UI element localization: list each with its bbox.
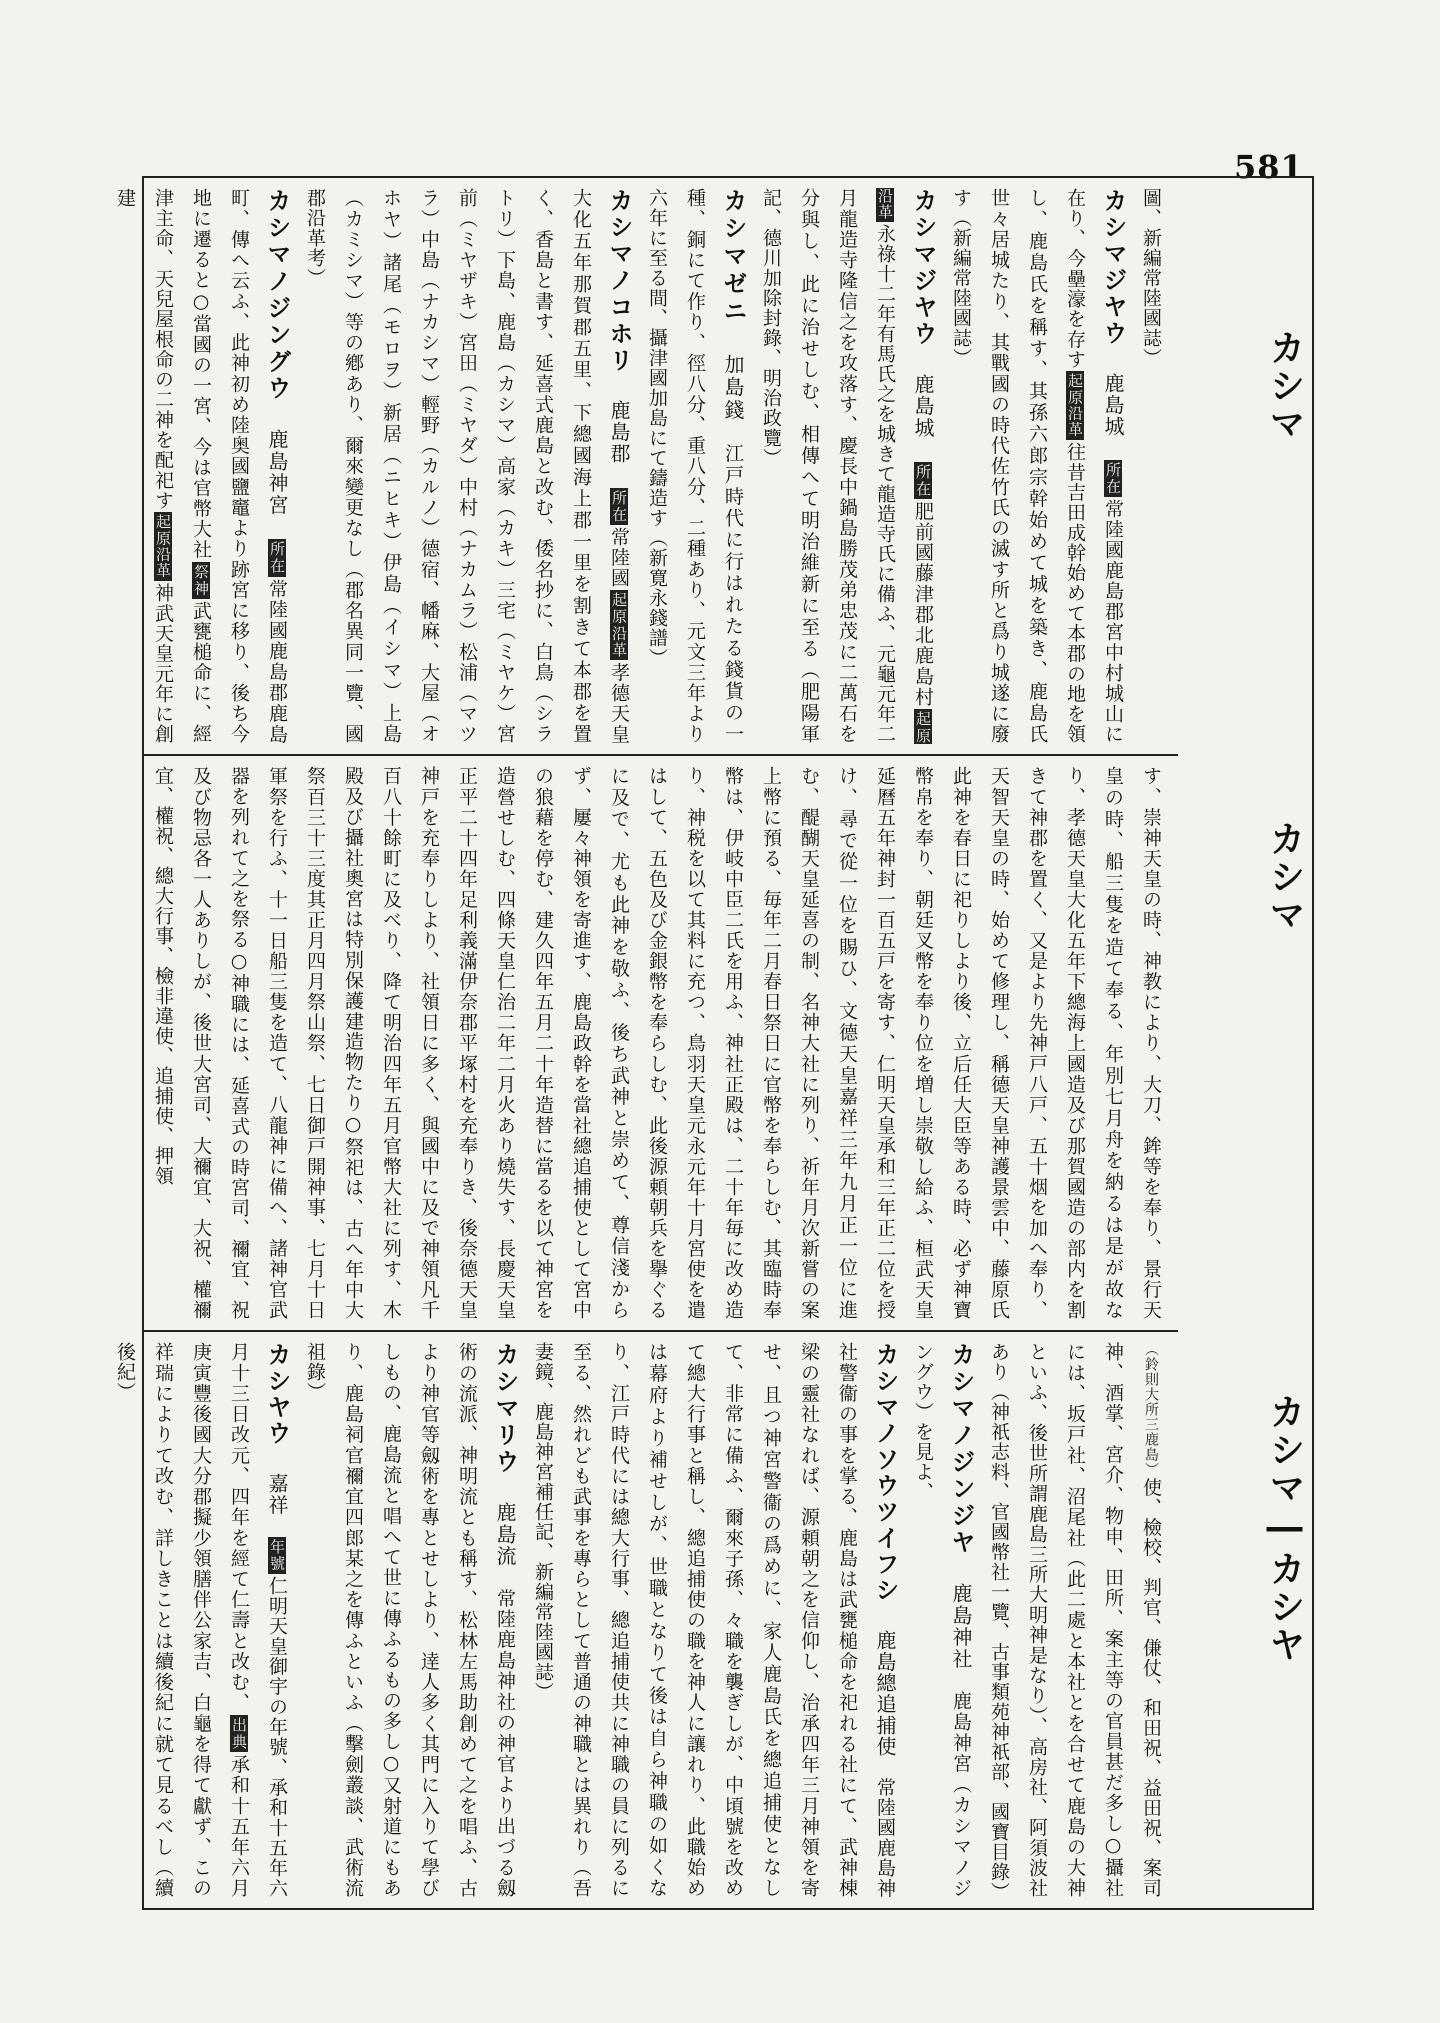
index-term-bottom: カシマ―カシヤ	[1264, 1392, 1305, 1664]
dictionary-entry	[524, 1342, 904, 1898]
dictionary-entry	[144, 766, 1170, 1320]
entry-kanji: 鹿島神宮	[265, 429, 289, 517]
entry-label-tag: 年號	[268, 1539, 286, 1572]
index-term-top: カシマ	[1264, 329, 1305, 443]
entry-label-tag: 所在	[610, 489, 628, 523]
entry-label-tag: 出典	[230, 1717, 248, 1751]
entry-text: 常陸鹿島神社の神官より出づる劔術の流派、神明流とも稱す、松林左馬助創めて之を唱ふ、古より神官等劔術を專とせしより、逹人多く其門に入りて學びしもの、鹿島流と唱へて世に傳ふるもの多し○又射道にもあり、鹿島祠官禰宜四郎某之を傳ふといふ（擊劍叢談、武術流祖錄）	[304, 1342, 516, 1899]
entry-text: 承和十五年六月庚寅豐後國大分郡擬少領膳伴公家吉、白龜を得て獻ず、この祥瑞によりて改む、詳しきことは續後紀に就て見るべし（續後紀）	[114, 1342, 250, 1899]
entry-label-tag: 起原沿革	[1066, 373, 1084, 438]
entry-kanji: 鹿島神社	[949, 1583, 973, 1671]
entry-headword: カシマノソウツイフシ	[871, 1342, 899, 1604]
entry-text: 鹿島神宮（カシマノジングウ）を見よ、	[912, 1342, 972, 1899]
entry-text: 圖、新編常陸國誌）	[1140, 188, 1162, 368]
dictionary-entry	[106, 188, 296, 744]
entry-label-tag: 起原沿革	[154, 514, 172, 579]
entry-text: 常陸國	[608, 526, 630, 589]
dictionary-entry	[904, 1342, 980, 1898]
dictionary-entry	[638, 188, 752, 744]
entry-headword: カシマノジンジヤ	[947, 1342, 975, 1557]
entry-text: 武甕槌命に、經津主命、天兒屋根命の二神を配祀す	[152, 188, 212, 744]
entry-label-tag: 所在	[914, 463, 932, 498]
entry-label-tag: 所在	[268, 541, 286, 575]
entry-text: 常陸國鹿島郡鹿島町、傳へ云ふ、此神初め陸奥國鹽竈より跡宮に移り、後ち今地に遷ると○當國の一宮、今は官幣大社	[190, 188, 288, 745]
entry-kanji: 鹿島郡	[607, 400, 631, 465]
index-term-middle: カシマ	[1264, 820, 1305, 934]
entry-text: 仁明天皇御宇の年號、承和十五年六月十三日改元、四年を經て仁壽と改む、	[228, 1342, 288, 1899]
entry-text: 江戸時代に行はれたる錢貨の一種、銅にて作り、徑八分、重八分、二種あり、元文三年より六年に至る間、攝津國加島にて鑄造す（新寛永錢譜）	[646, 188, 744, 745]
entry-note: （鈴則大所三鹿島）	[1143, 1342, 1159, 1478]
entry-headword: カシマジヤウ	[1099, 188, 1127, 347]
entry-headword: カシマジヤウ	[909, 188, 937, 348]
vertical-text-body	[114, 178, 1178, 754]
entry-headword: カシマゼニ	[719, 188, 747, 327]
entry-headword: カシヤウ	[263, 1342, 291, 1447]
entry-headword: カシマノジングウ	[263, 188, 291, 403]
vertical-text-body	[114, 1332, 1178, 1908]
dictionary-entry	[752, 188, 942, 744]
entry-text: 孝德天皇大化五年那賀郡五里、下總國海上郡一里を割きて本郡を置く、香島と書す、延喜式鹿島と改む、倭名抄に、白鳥（シラトリ）下島、鹿島（カシマ）高家（カキ）三宅（ミヤケ）宮前（ミヤザキ）宮田（ミヤダ）中村（ナカムラ）松浦（マツラ）中島（ナカシマ）輕野（カルノ）德宿、幡麻、大屋（オホヤ）諸尾（モロヲ）新居（ニヒキ）伊島（イシマ）上島（カミシマ）等の鄕あり、爾來變更なし（郡名異同一覽、國郡沿革考）	[304, 188, 630, 745]
entry-label-tag: 祭神	[192, 564, 210, 597]
dictionary-entry	[296, 188, 638, 744]
vertical-text-body	[142, 756, 1178, 1330]
text-section-bottom	[114, 1332, 1178, 1908]
text-section-top	[114, 178, 1178, 754]
entry-label-tag: 起原沿革	[610, 592, 628, 659]
text-section-middle	[142, 756, 1178, 1330]
entry-headword: カシマノコホリ	[605, 188, 633, 374]
entry-text: 永祿十二年有馬氏之を城きて龍造寺氏に備ふ、元龜元年二月龍造寺隆信之を攻落す、慶長中鍋島勝茂弟忠茂に二萬石を分與し、此に治せしむ、相傳へて明治維新に至る（肥陽軍記、德川加除封錄、明治政覽）	[760, 188, 896, 744]
entry-kanji: 鹿島城	[911, 374, 935, 440]
page-number: 581	[1234, 148, 1304, 186]
entry-label-tag: 起原沿革	[876, 188, 932, 744]
entry-label-tag: 所在	[1104, 462, 1122, 495]
entry-headword: カシマリウ	[491, 1342, 519, 1476]
dictionary-entry	[980, 1342, 1170, 1902]
entry-text: 肥前國藤津郡北鹿島村	[912, 501, 934, 708]
entry-text: 常陸國鹿島郡宮中村城山に在り、今壘濠を存す	[1064, 188, 1124, 745]
entry-text: す、崇神天皇の時、神教により、大刀、鉾等を奉り、景行天皇の時、船三隻を造て奉る、年別七月舟を納るは是が故なり、孝德天皇大化五年下總海上國造及び那賀國造の部内を割きて神郡を置く、又是より先神戸八戸、五十烟を加へ奉り、天智天皇の時、始めて修理し、稱德天皇神護景雲中、藤原氏此神を春日に祀りしより後、立后任大臣等ある時、必ず神寶幣帛を奉り、朝廷叉幣を奉り位を増し崇敬し給ふ、桓武天皇延曆五年神封一百五戸を寄す、仁明天皇承和三年正二位を授け、尋で從一位を賜ひ、文德天皇嘉祥三年九月正一位に進む、醍醐天皇延喜の制、名神大社に列り、祈年月次新嘗の案上幣に預る、毎年二月春日祭日に官幣を奉らしむ、其臨時奉幣は、伊岐中臣二氏を用ふ、神社正殿は、二十年毎に改め造り、神税を以て其料に充つ、鳥羽天皇元永元年十月宮使を遣はして、五色及び金銀幣を奉らしむ、此後源頼朝兵を擧ぐるに及で、尤も此神を敬ふ、後ち武神と崇めて、尊信淺からず、屢々神領を寄進す、鹿島政幹を當社總追捕使として宮中の狼藉を停む、建久四年五月二十年造替に當るを以て神宮を造營せしむ、四條天皇仁治二年二月火あり燒失す、長慶天皇正平二十四年足利義滿伊奈郡平塚村を充奉りき、後奈德天皇神戸を充奉りしより、社領日に多く、與國中に及で神領凡千百八十餘町に及べり、降て明治四年五月官幣大社に列す、木殿及び攝社奧宮は特別保護建造物たり○祭祀は、古へ年中大祭百三十三度其正月四月祭山祭、七日御戸開神事、七月十日軍祭を行ふ、十一日船三隻を造て、八龍神に備へ、諸神官武器を列れて之を祭る○神職には、延喜式の時宮司、禰宜、祝及び物忌各一人ありしが、後世大宮司、大禰宜、大祝、權禰宜、權祝、總大行事、檢非違使、追捕使、押領	[152, 766, 1162, 1320]
entry-text: 往昔吉田成幹始めて本郡の地を領し、鹿島氏を稱す、其孫六郎宗幹始めて城を築き、鹿島氏世々居城たり、其戰國の時代佐竹氏の滅す所と爲り城遂に廢す（新編常陸國誌）	[950, 188, 1086, 745]
entry-kanji: 鹿島總追捕使	[873, 1629, 897, 1757]
entry-kanji: 鹿島城	[1101, 373, 1125, 438]
entry-kanji: 嘉祥	[265, 1472, 289, 1516]
entry-kanji: 加島錢	[721, 353, 745, 422]
dictionary-entry	[942, 188, 1132, 744]
entry-kanji: 鹿島流	[493, 1502, 517, 1568]
entry-text: 常陸國鹿島神社警衞の事を掌る、鹿島は武甕槌命を祀れる社にて、武神棟梁の靈社なれば、源頼朝之を信仰し、治承四年三月神領を寄せ、且つ神宮警衞の爲めに、家人鹿島氏を總追捕使となして、非常に備ふ、爾來子孫、々職を襲ぎしが、中頃號を改めて總大行事と稱し、總追捕使の職を神人に讓れり、此職始めは幕府より補せしが、世職となりて後は自ら神職の如くなり、江戸時代には總大行事、總追捕使共に神職の員に列るに至る、然れども武事を專らとして普通の神職とは異れり（吾妻鏡、鹿島神宮補任記、新編常陸國誌）	[532, 1342, 896, 1899]
entry-text: 使、檢校、判官、傔仗、和田祝、益田祝、案司神、酒掌、宮介、物申、田所、案主等の官員甚だ多し○攝社には、坂戸社、沼尾社（此二處と本社とを合せて鹿島の大神といふ、後世所謂鹿島三所大明神是なり）、高房社、阿須波社あり（神祇志料、官國幣社一覽、古事類苑神祇部、國寶目錄）	[988, 1342, 1162, 1902]
entry-text: 神武天皇元年に創建	[114, 188, 174, 745]
index-column	[1180, 176, 1310, 1910]
dictionary-entry	[1132, 188, 1170, 744]
dictionary-entry	[296, 1342, 524, 1898]
dictionary-entry	[106, 1342, 296, 1898]
